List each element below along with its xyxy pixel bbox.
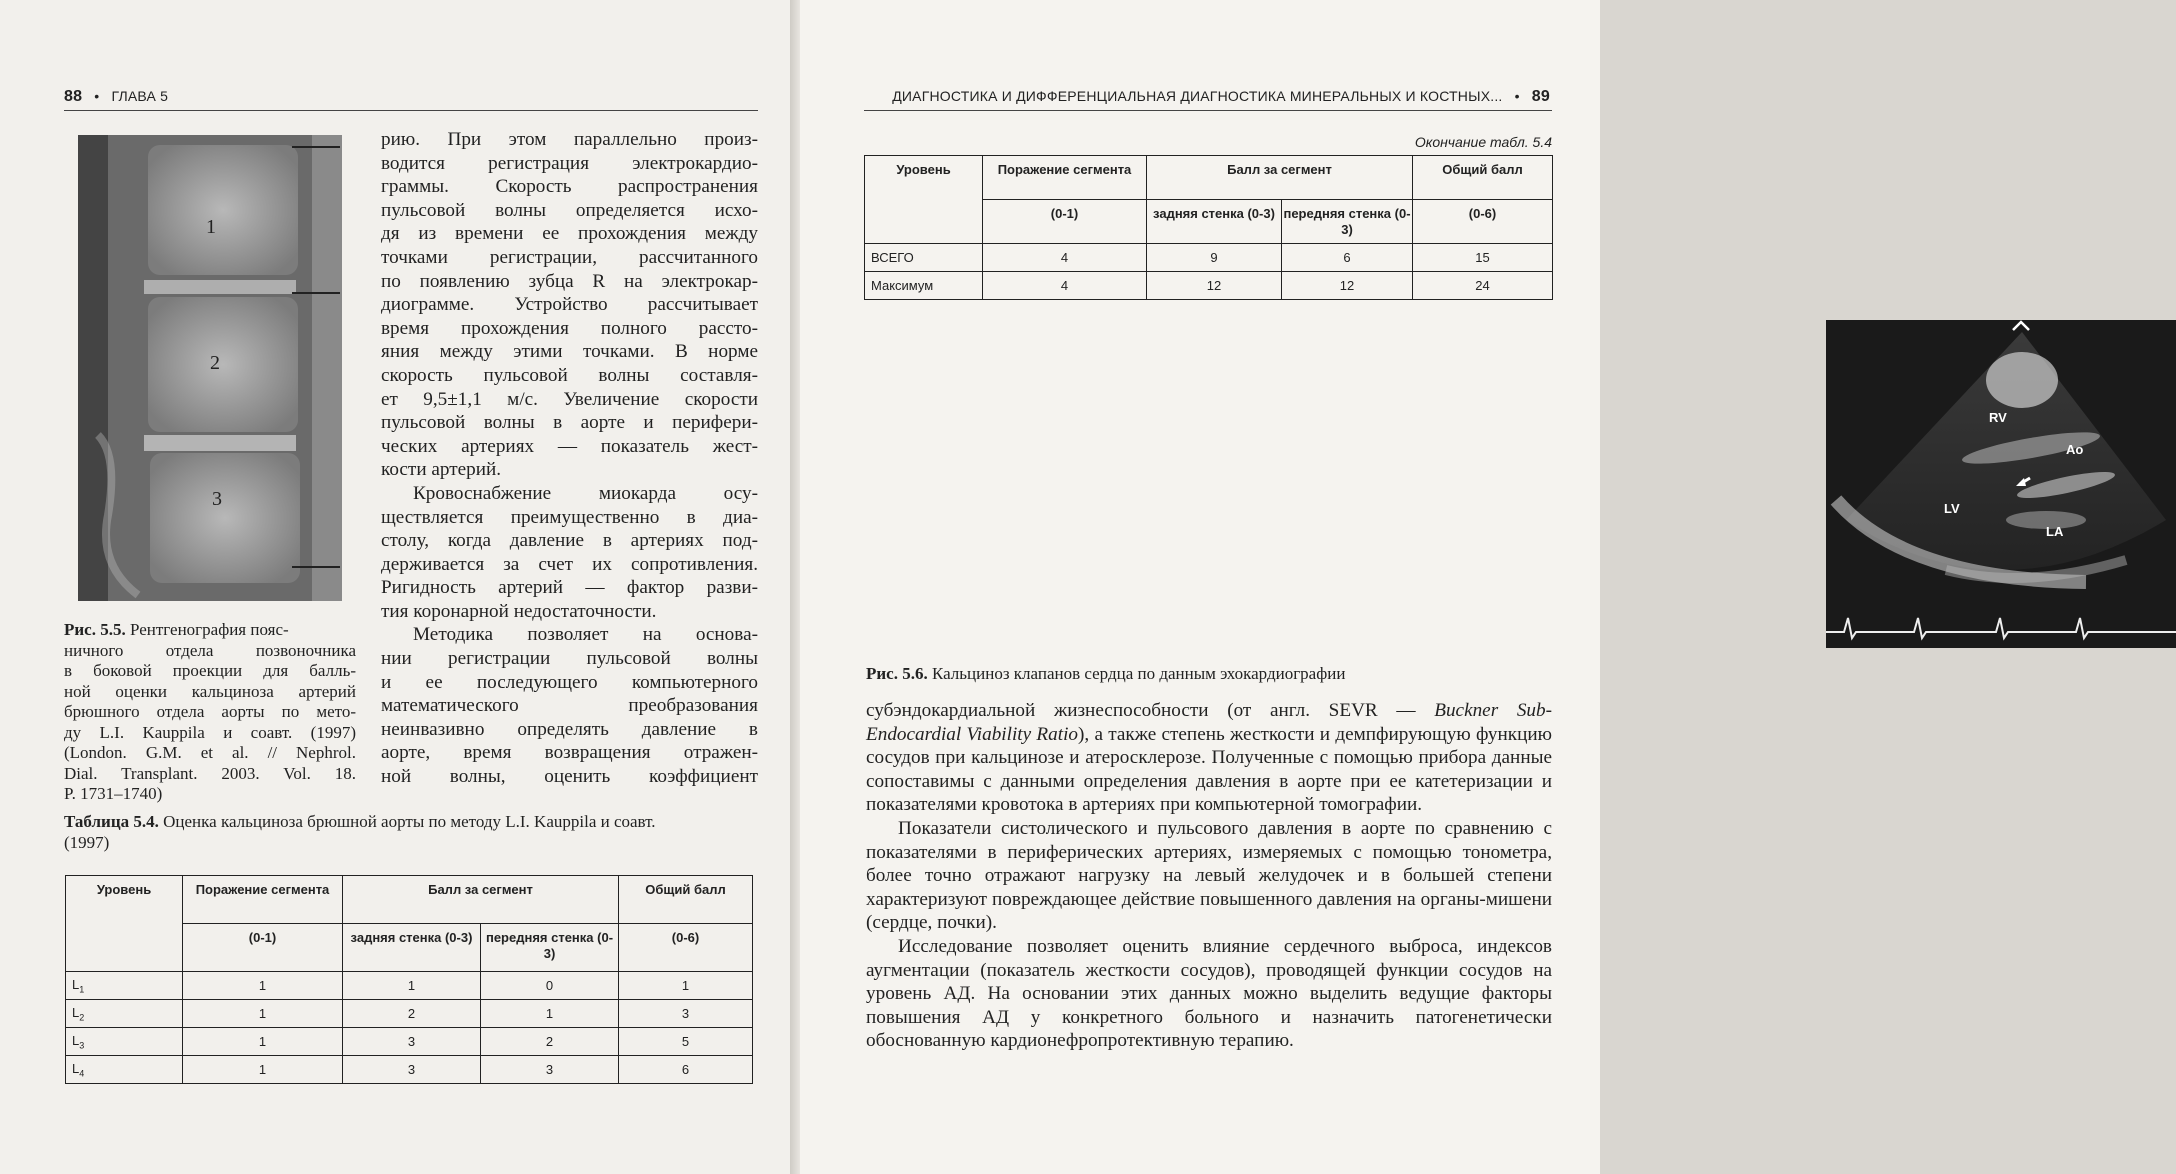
cell-lesion: 1 — [183, 1028, 343, 1056]
label-rv: RV — [1989, 410, 2007, 425]
text-line: ществляется преимущественно в диа- — [381, 506, 758, 528]
right-running-head — [892, 88, 1550, 106]
paragraph-2: Показатели систолического и пульсового давления в аорте по сравнению с показателями в периферических артериях, измеряемых с помощью тонометра, более точно отражают нагрузку на левый желудочек и в большей степени характеризуют повреждающее действие повышенного давления на органы-мишени (сердце, почки). — [866, 817, 1552, 934]
right-header-rule — [864, 110, 1552, 111]
vertebra-label-1: 1 — [206, 216, 216, 238]
right-page — [800, 0, 2084, 1174]
cell-posterior: 3 — [343, 1056, 481, 1084]
cell-posterior: 2 — [343, 1000, 481, 1028]
text-line: ной волны, оценить коэффициент — [381, 766, 758, 788]
caption-line: Dial. Transplant. 2003. Vol. 18. — [64, 763, 356, 783]
header-total-range: (0-6) — [1413, 200, 1553, 244]
xray-spine-image — [78, 135, 342, 601]
header-total-range: (0-6) — [619, 924, 753, 972]
text-line: яния между этими точками. В норме — [381, 341, 758, 363]
text-line: держивается за счет их сопротивления. — [381, 553, 758, 575]
cell-total: 5 — [619, 1028, 753, 1056]
echocardiogram-drawing — [1826, 320, 2176, 648]
caption-label: Рис. 5.5. — [64, 620, 126, 639]
text-line: по появлению зубца R на электрокар- — [381, 270, 758, 292]
cell-total: 1 — [619, 972, 753, 1000]
table-title-label: Таблица 5.4. — [64, 812, 159, 831]
table-title-text-2: (1997) — [64, 832, 110, 852]
cell-anterior: 2 — [481, 1028, 619, 1056]
caption-line: ничного отдела позвоночника — [64, 640, 356, 660]
label-la: LA — [2046, 524, 2064, 539]
text-line: кости артерий. — [381, 459, 502, 481]
paragraph-1: субэндокардиальной жизнеспособности (от англ. SEVR — Buckner Sub- Endocardial Viability Ratio), а также степень жесткости и демпфирующую функцию сосудов при кальцинозе и атеросклерозе. Полученные с помощью прибора данные сопоставимы с данными определения давления в аорте при ее катетеризации и показателями кровотока в артериях при компьютерной томографии. — [866, 700, 1552, 816]
text-line: диограмме. Устройство рассчитывает — [381, 294, 758, 316]
table-row — [66, 972, 753, 1000]
text-line: ческих артериях — показатель жест- — [381, 435, 758, 457]
caption-line: P. 1731–1740) — [64, 784, 163, 803]
text-line: аорте, время возвращения отражен- — [381, 742, 758, 764]
cell-anterior: 12 — [1282, 272, 1413, 300]
paragraph-3: Исследование позволяет оценить влияние сердечного выброса, индексов аугментации (показатель жесткости сосудов), проводящей функции сосудов на уровень АД. На основании этих данных можно выделить ведущие факторы повышения АД у конкретного больного и назначить патогенетически обоснованную кардионефропротективную терапию. — [866, 935, 1552, 1052]
header-anterior: передняя стенка (0-3) — [481, 924, 619, 972]
header-score-segment: Балл за сегмент — [343, 876, 619, 924]
header-lesion-range: (0-1) — [183, 924, 343, 972]
table-title-text: Оценка кальциноза брюшной аорты по методу L.I. Kauppila и соавт. — [163, 812, 656, 831]
figure-5-6-caption — [866, 664, 1556, 685]
text-line: Ригидность артерий — фактор разви- — [381, 577, 758, 599]
cell-total: 24 — [1413, 272, 1553, 300]
table-5-4-title — [64, 812, 764, 853]
header-anterior: передняя стенка (0-3) — [1282, 200, 1413, 244]
label-ao: Ao — [2066, 442, 2084, 457]
cell-anterior: 3 — [481, 1056, 619, 1084]
cell-posterior: 3 — [343, 1028, 481, 1056]
left-running-head — [64, 88, 168, 106]
text-line: неинвазивно определять давление в — [381, 718, 758, 740]
table-row — [66, 1000, 753, 1028]
cell-level: $L_2$ — [66, 1000, 183, 1028]
text-line: скорость пульсовой волны составля- — [381, 364, 758, 386]
left-text-column — [381, 128, 758, 789]
cell-total: 15 — [1413, 244, 1553, 272]
cell-total: 6 — [619, 1056, 753, 1084]
header-total: Общий балл — [1413, 156, 1553, 200]
cell-lesion: 1 — [183, 1000, 343, 1028]
text-line: тия коронарной недостаточности. — [381, 600, 657, 622]
text-line: точками регистрации, рассчитанного — [381, 246, 758, 268]
cell-lesion: 1 — [183, 1056, 343, 1084]
cell-lesion: 1 — [183, 972, 343, 1000]
echocardiogram-image — [1826, 320, 2176, 648]
cell-anterior: 0 — [481, 972, 619, 1000]
table-5-4-body — [66, 972, 753, 1084]
cell-lesion: 4 — [983, 272, 1147, 300]
cell-anterior: 6 — [1282, 244, 1413, 272]
text-line: нии регистрации пульсовой волны — [381, 648, 758, 670]
table-row — [865, 244, 1553, 272]
caption-line: ной оценки кальциноза артерий — [64, 681, 356, 701]
figure-5-5-caption — [64, 620, 356, 805]
cell-level: $L_3$ — [66, 1028, 183, 1056]
right-text-body — [866, 699, 1552, 1053]
caption-line: ду L.I. Kauppila и соавт. (1997) — [64, 722, 356, 742]
table-row — [865, 272, 1553, 300]
left-header-rule — [64, 110, 758, 111]
text-line: математического преобразования — [381, 695, 758, 717]
text-line: Кровоснабжение миокарда осу- — [413, 482, 758, 504]
xray-spine-drawing — [78, 135, 342, 601]
caption-line: Рис. 5.5. Рентгенография пояс- — [64, 620, 289, 639]
left-page — [0, 0, 790, 1174]
bullet-separator: • — [94, 88, 100, 104]
left-chapter-title: ГЛАВА 5 — [111, 88, 169, 104]
table-5-4-continued — [864, 155, 1553, 300]
header-level: Уровень — [865, 156, 983, 244]
cell-posterior: 12 — [1147, 272, 1282, 300]
table-5-4 — [65, 875, 753, 1084]
table-continued-body — [865, 244, 1553, 300]
text-line: столу, когда давление в артериях под- — [381, 530, 758, 552]
text-line: Методика позволяет на основа- — [413, 624, 758, 646]
vertebra-label-2: 2 — [210, 352, 220, 374]
header-lesion-range: (0-1) — [983, 200, 1147, 244]
vertebra-label-3: 3 — [212, 488, 222, 510]
table-row — [66, 1056, 753, 1084]
caption-line: брюшного отдела аорты по мето- — [64, 702, 356, 721]
header-total: Общий балл — [619, 876, 753, 924]
cell-level: $L_4$ — [66, 1056, 183, 1084]
text-line: водится регистрация электрокардио- — [381, 152, 758, 174]
cell-anterior: 1 — [481, 1000, 619, 1028]
cell-lesion: 4 — [983, 244, 1147, 272]
table-row — [66, 1028, 753, 1056]
header-lesion: Поражение сегмента — [183, 876, 343, 924]
cell-level: $L_1$ — [66, 972, 183, 1000]
text-line: пульсовой волны в аорте и перифери- — [381, 412, 758, 434]
cell-total: 3 — [619, 1000, 753, 1028]
header-level: Уровень — [66, 876, 183, 972]
caption-line: в боковой проекции для балль- — [64, 661, 356, 680]
caption-label: Рис. 5.6. — [866, 664, 928, 683]
text-line: и ее последующего компьютерного — [381, 671, 758, 693]
cell-level: ВСЕГО — [865, 244, 983, 272]
text-line: рию. При этом параллельно произ- — [381, 129, 758, 150]
cell-posterior: 1 — [343, 972, 481, 1000]
caption-line: (London. G.M. et al. // Nephrol. — [64, 743, 356, 762]
header-posterior: задняя стенка (0-3) — [343, 924, 481, 972]
text-line: время прохождения полного рассто- — [381, 317, 758, 339]
cell-level: Максимум — [865, 272, 983, 300]
label-lv: LV — [1944, 501, 1960, 516]
header-score-segment: Балл за сегмент — [1147, 156, 1413, 200]
book-gutter — [790, 0, 800, 1174]
text-line: граммы. Скорость распространения — [381, 176, 758, 198]
header-lesion: Поражение сегмента — [983, 156, 1147, 200]
text-line: дя из времени ее прохождения между — [381, 223, 758, 245]
bullet-separator: • — [1514, 88, 1520, 104]
text-line: пульсовой волны определяется исхо- — [381, 199, 758, 221]
right-chapter-title: ДИАГНОСТИКА И ДИФФЕРЕНЦИАЛЬНАЯ ДИАГНОСТИКА МИНЕРАЛЬНЫХ И КОСТНЫХ... — [892, 88, 1503, 104]
text-line: ет 9,5±1,1 м/с. Увеличение скорости — [381, 388, 758, 410]
table-continuation-label: Окончание табл. 5.4 — [1414, 134, 1552, 150]
cell-posterior: 9 — [1147, 244, 1282, 272]
caption-text: Кальциноз клапанов сердца по данным эхокардиографии — [931, 664, 1346, 683]
header-posterior: задняя стенка (0-3) — [1147, 200, 1282, 244]
left-page-number: 88 — [64, 88, 83, 105]
right-page-number: 89 — [1531, 88, 1550, 105]
